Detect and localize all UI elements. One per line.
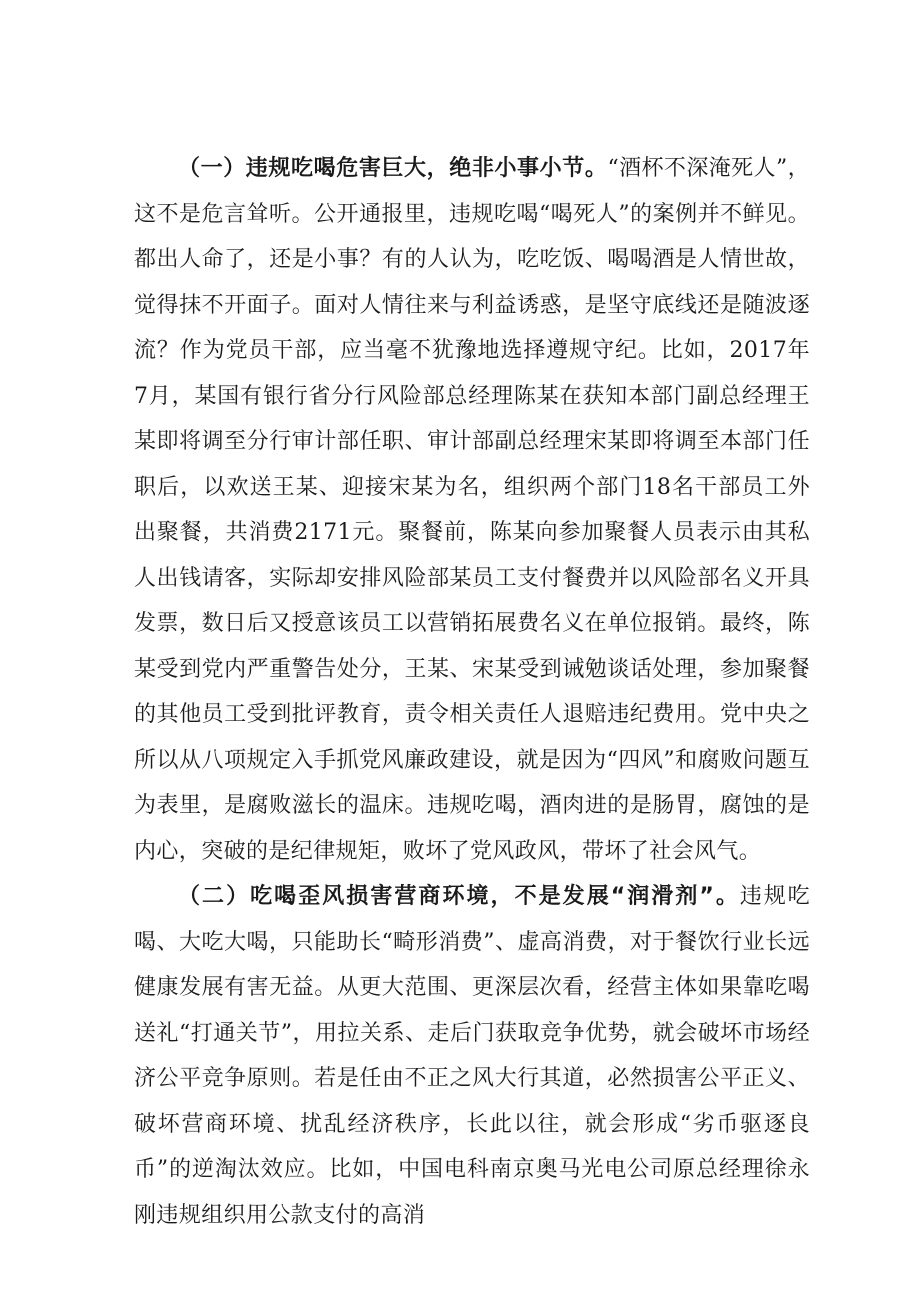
paragraph-body-1: “酒杯不深淹死人”，这不是危言耸听。公开通报里，违规吃喝“喝死人”的案例并不鲜见。都出人命了，还是小事？有的人认为，吃吃饭、喝喝酒是人情世故，觉得抹不开面子。面对人情往来与利益诱惑，是坚守底线还是随波逐流？作为党员干部，应当毫不犹豫地选择遵规守纪。比如，2017年7月，某国有银行省分行风险部总经理陈某在获知本部门副总经理王某即将调至分行审计部任职、审计部副总经理宋某即将调至本部门任职后，以欢送王某、迎接宋某为名，组织两个部门18名干部员工外出聚餐，共消费2171元。聚餐前，陈某向参加聚餐人员表示由其私人出钱请客，实际却安排风险部某员工支付餐费并以风险部名义开具发票，数日后又授意该员工以营销拓展费名义在单位报销。最终，陈某受到党内严重警告处分，王某、宋某受到诫勉谈话处理，参加聚餐的其他员工受到批评教育，责令相关责任人退赔违纪费用。党中央之所以从八项规定入手抓党风廉政建设，就是因为“四风”和腐败问题互为表里，是腐败滋长的温床。违规吃喝，酒肉进的是肠胃，腐蚀的是内心，突破的是纪律规矩，败坏了党风政风，带坏了社会风气。: [134, 156, 810, 864]
paragraph-1: [134, 146, 810, 874]
section-heading-2: （二）吃喝歪风损害营商环境，不是发展“润滑剂”。: [178, 884, 740, 909]
document-page: [134, 146, 810, 1238]
paragraph-2: [134, 874, 810, 1238]
section-heading-1: （一）违规吃喝危害巨大，绝非小事小节。: [178, 156, 608, 181]
paragraph-body-2: 违规吃喝、大吃大喝，只能助长“畸形消费”、虚高消费，对于餐饮行业长远健康发展有害无益。从更大范围、更深层次看，经营主体如果靠吃喝送礼“打通关节”，用拉关系、走后门获取竞争优势，就会破坏市场经济公平竞争原则。若是任由不正之风大行其道，必然损害公平正义、破坏营商环境、扰乱经济秩序，长此以往，就会形成“劣币驱逐良币”的逆淘汰效应。比如，中国电科南京奥马光电公司原总经理徐永刚违规组织用公款支付的高消: [134, 884, 810, 1228]
